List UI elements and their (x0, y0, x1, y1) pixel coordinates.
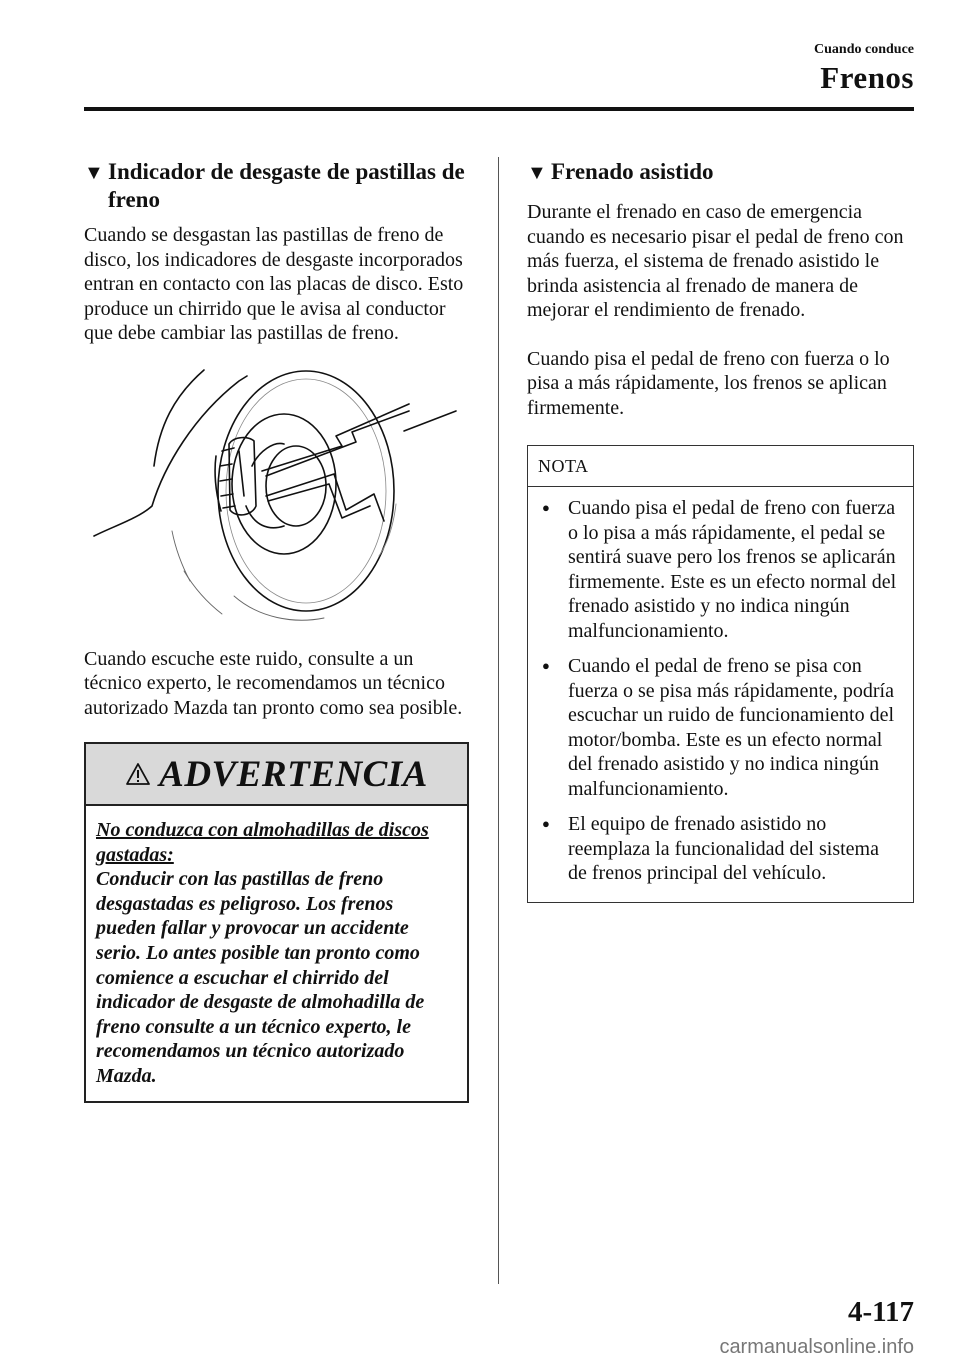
warning-triangle-icon (125, 762, 151, 786)
list-item-text: El equipo de frenado asistido no reemplaza la funcionalidad del sistema de frenos principal del vehículo. (568, 813, 879, 884)
warning-body (86, 806, 467, 1101)
list-item (538, 496, 901, 643)
list-item-text: Cuando el pedal de freno se pisa con fuerza o se pisa más rápidamente, podría escuchar un ruido de funcionamiento del motor/bomba. Este es un efecto normal del frenado asistido y no indica ningún malfuncionamiento. (568, 655, 894, 800)
section-heading (84, 158, 469, 214)
warning-text: Conducir con las pastillas de freno desgastadas es peligroso. Los frenos pueden fallar y provocar un accidente serio. Lo antes posible tan pronto como comience a escuchar el chirrido del indicador de desgaste de almohadilla de freno consulte a un técnico experto, le recomendamos un técnico autorizado Mazda. (96, 868, 425, 1087)
triangle-down-icon: ▼ (527, 162, 547, 184)
brake-disc-figure (84, 356, 469, 641)
bullet-icon: ● (542, 500, 550, 515)
paragraph: Cuando se desgastan las pastillas de freno de disco, los indicadores de desgaste incorporados entran en contacto con las placas de disco. Esto produce un chirrido que le avisa al conductor que debe cambiar las pastillas de freno. (84, 224, 464, 344)
triangle-down-icon: ▼ (84, 162, 104, 184)
right-column (527, 158, 914, 903)
bullet-icon: ● (542, 658, 550, 673)
section-heading-text: Frenado asistido (551, 159, 714, 184)
paragraph: Cuando escuche este ruido, consulte a un técnico experto, le recomendamos un técnico autorizado Mazda tan pronto como sea posible. (84, 647, 463, 719)
warning-header (86, 744, 467, 806)
paragraph: Cuando pisa el pedal de freno con fuerza o lo pisa a más rápidamente, los frenos se aplican firmemente. (527, 347, 890, 419)
section-heading (527, 158, 914, 187)
warning-box (84, 742, 469, 1103)
column-divider (498, 157, 499, 1284)
page-number: 4-117 (847, 1296, 914, 1328)
warning-title: ADVERTENCIA (159, 753, 428, 795)
page-title: Frenos (820, 60, 914, 95)
watermark: carmanualsonline.info (719, 1336, 914, 1358)
nota-list (528, 487, 913, 902)
list-item (538, 812, 901, 886)
brake-wear-indicator-illustration (84, 356, 469, 641)
paragraph: Durante el frenado en caso de emergencia cuando es necesario pisar el pedal de freno con más fuerza, el sistema de frenado asistido le brinda asistencia al frenado de manera de mejorar el rendimiento de frenado. (527, 201, 904, 321)
section-heading-text: Indicador de desgaste de pastillas de freno (108, 159, 465, 212)
nota-title: NOTA (528, 446, 913, 487)
bullet-icon: ● (542, 816, 550, 831)
header-rule (84, 107, 914, 111)
nota-box (527, 445, 914, 903)
left-column (84, 158, 469, 1103)
warning-subtitle: No conduzca con almohadillas de discos gastadas: (96, 819, 429, 866)
header-section: Cuando conduce (814, 42, 914, 57)
list-item-text: Cuando pisa el pedal de freno con fuerza o lo pisa a más rápidamente, el pedal se sentirá suave pero los frenos se aplicarán firmemente. Este es un efecto normal del frenado asistido y no indica ningún malfuncionamiento. (568, 497, 897, 642)
list-item (538, 654, 901, 801)
